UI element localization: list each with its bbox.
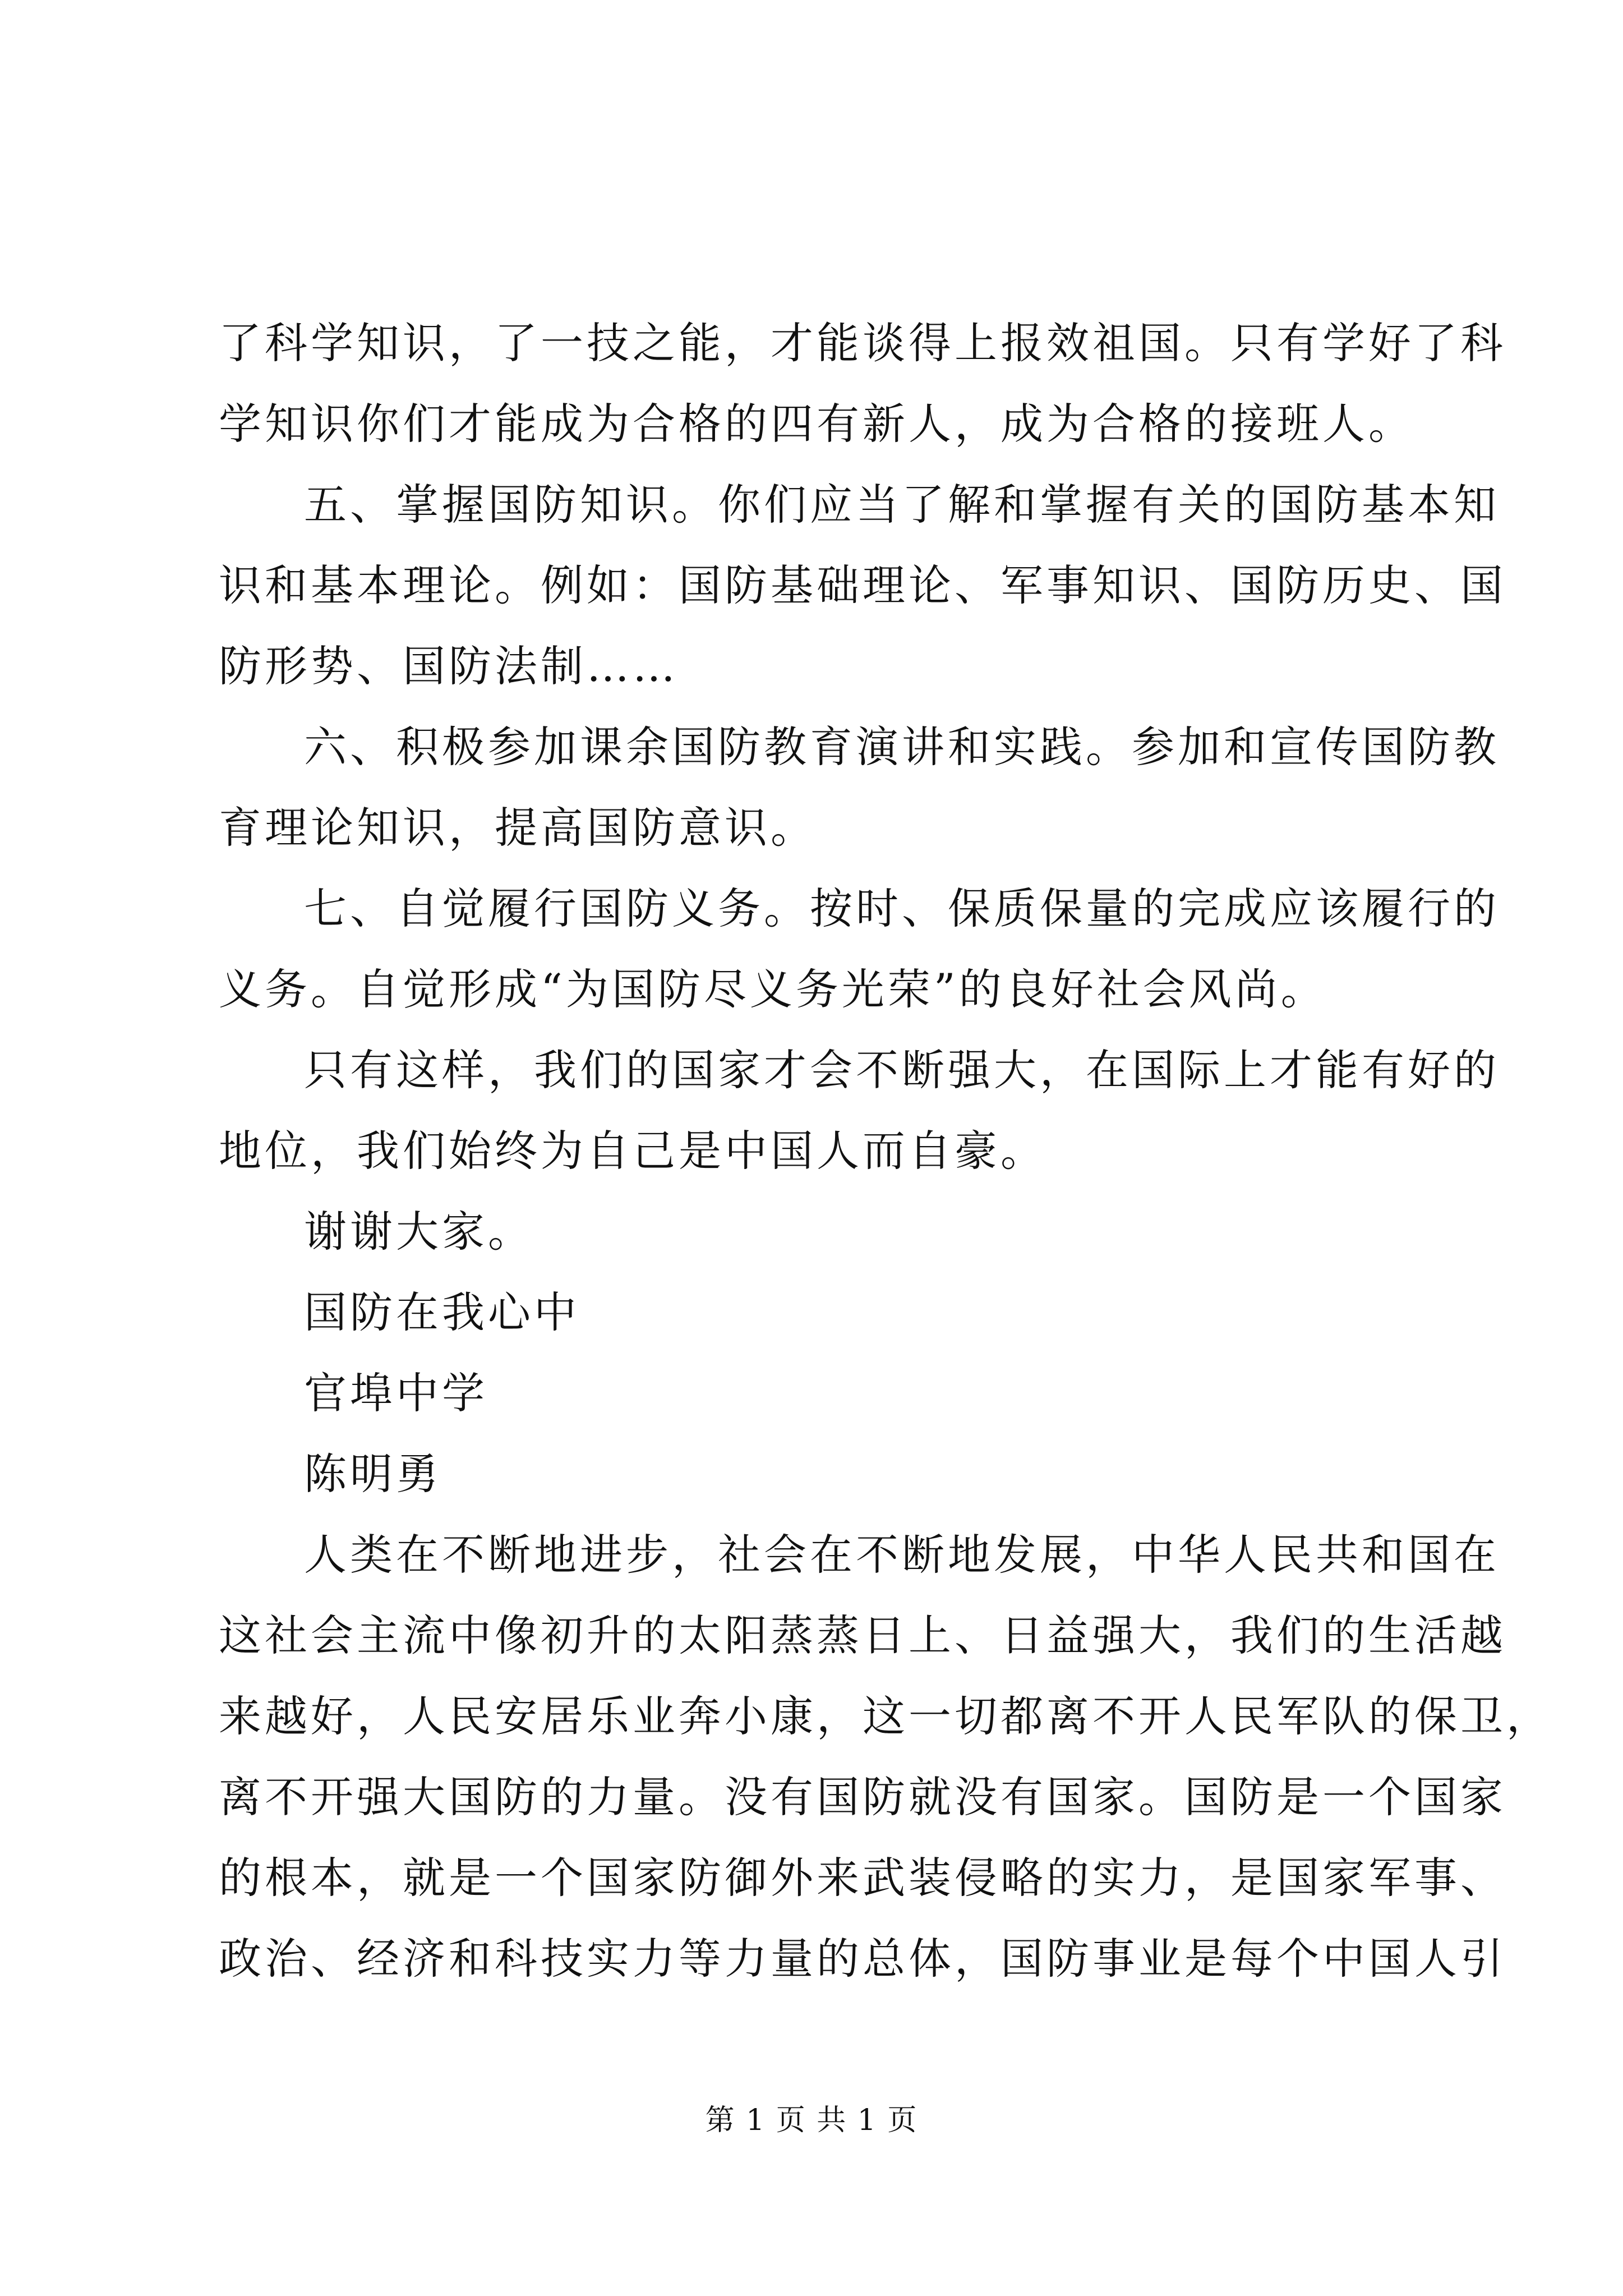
text-line: 识和基本理论。例如：国防基础理论、军事知识、国防历史、国 <box>219 560 1506 610</box>
text-line: 国防在我心中 <box>304 1287 580 1337</box>
text-line: 地位，我们始终为自己是中国人而自豪。 <box>219 1126 1046 1176</box>
text-line: 的根本，就是一个国家防御外来武装侵略的实力，是国家军事、 <box>219 1853 1506 1903</box>
page-footer: 第 1 页 共 1 页 <box>705 2104 918 2137</box>
text-line: 育理论知识，提高国防意识。 <box>219 803 817 853</box>
text-line: 谢谢大家。 <box>304 1207 534 1257</box>
text-line: 防形势、国防法制…… <box>219 641 679 691</box>
text-line: 了科学知识，了一技之能，才能谈得上报效祖国。只有学好了科 <box>219 318 1506 368</box>
text-line: 离不开强大国防的力量。没有国防就没有国家。国防是一个国家 <box>219 1772 1506 1822</box>
text-line: 官埠中学 <box>304 1368 488 1418</box>
text-line: 七、自觉履行国防义务。按时、保质保量的完成应该履行的 <box>304 884 1500 933</box>
text-line: 学知识你们才能成为合格的四有新人，成为合格的接班人。 <box>219 399 1414 449</box>
text-line: 义务。自觉形成“为国防尽义务光荣”的良好社会风尚。 <box>219 964 1327 1014</box>
text-line: 六、积极参加课余国防教育演讲和实践。参加和宣传国防教 <box>304 722 1500 772</box>
document-body <box>219 303 1552 1999</box>
text-line: 这社会主流中像初升的太阳蒸蒸日上、日益强大，我们的生活越 <box>219 1611 1506 1660</box>
text-line: 陈明勇 <box>304 1449 442 1499</box>
text-line: 只有这样，我们的国家才会不断强大，在国际上才能有好的 <box>304 1045 1500 1095</box>
text-line: 五、掌握国防知识。你们应当了解和掌握有关的国防基本知 <box>304 480 1500 530</box>
text-line: 来越好，人民安居乐业奔小康，这一切都离不开人民军队的保卫， <box>219 1691 1552 1741</box>
text-line: 政治、经济和科技实力等力量的总体，国防事业是每个中国人引 <box>219 1934 1506 1984</box>
text-line: 人类在不断地进步，社会在不断地发展，中华人民共和国在 <box>304 1530 1500 1580</box>
